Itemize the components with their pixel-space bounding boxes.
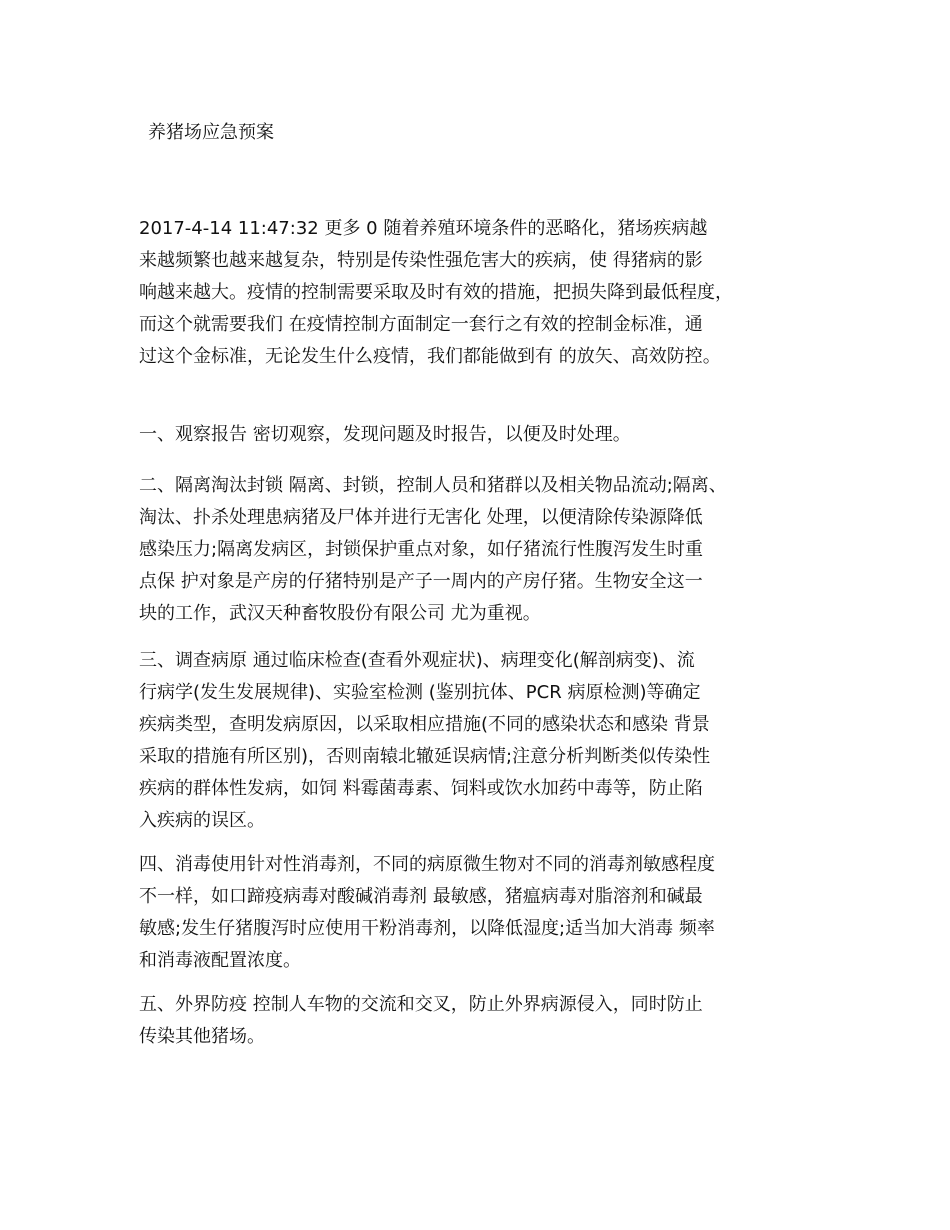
text-line: 传染其他猪场。 (139, 1026, 265, 1047)
text-line: 四、消毒使用针对性消毒剂，不同的病原微生物对不同的消毒剂敏感程度 (139, 854, 715, 875)
text-line: 淘汰、扑杀处理患病猪及尸体并进行无害化 处理，以便清除传染源降低 (139, 507, 703, 528)
text-line: 和消毒液配置浓度。 (139, 950, 301, 971)
section-external-prevention (139, 989, 829, 1053)
intro-paragraph (139, 213, 829, 373)
text-line: 感染压力;隔离发病区，封锁保护重点对象，如仔猪流行性腹泻发生时重 (139, 539, 704, 560)
text-line: 敏感;发生仔猪腹泻时应使用干粉消毒剂，以降低湿度;适当加大消毒 频率 (139, 918, 715, 939)
text-line: 不一样，如口蹄疫病毒对酸碱消毒剂 最敏感，猪瘟病毒对脂溶剂和碱最 (139, 886, 703, 907)
section-isolation-lockdown (139, 470, 829, 630)
text-line: 行病学(发生发展规律)、实验室检测 (鉴别抗体、PCR 病原检测)等确定 (139, 682, 701, 703)
section-investigate-pathogen (139, 645, 829, 837)
text-line: 响越来越大。疫情的控制需要采取及时有效的措施，把损失降到最低程度， (139, 282, 733, 303)
text-line: 疾病的群体性发病，如饲 料霉菌毒素、饲料或饮水加药中毒等，防止陷 (139, 778, 703, 799)
text-line: 二、隔离淘汰封锁 隔离、封锁，控制人员和猪群以及相关物品流动;隔离、 (139, 475, 727, 496)
text-line: 块的工作，武汉天种畜牧股份有限公司 尤为重视。 (139, 603, 541, 624)
section-disinfection (139, 849, 829, 977)
section-observe-report (139, 419, 829, 451)
text-line: 入疾病的误区。 (139, 810, 265, 831)
text-line: 来越频繁也越来越复杂，特别是传染性强危害大的疾病，使 得猪病的影 (139, 250, 703, 271)
text-line: 一、观察报告 密切观察，发现问题及时报告，以便及时处理。 (139, 424, 631, 445)
text-line: 三、调查病原 通过临床检查(查看外观症状)、病理变化(解剖病变)、流 (139, 650, 695, 671)
text-line: 疾病类型，查明发病原因，以采取相应措施(不同的感染状态和感染 背景 (139, 714, 710, 735)
text-line: 过这个金标准，无论发生什么疫情，我们都能做到有 的放矢、高效防控。 (139, 346, 721, 367)
text-line: 采取的措施有所区别)，否则南辕北辙延误病情;注意分析判断类似传染性 (139, 746, 711, 767)
text-line: 点保 护对象是产房的仔猪特别是产子一周内的产房仔猪。生物安全这一 (139, 571, 703, 592)
text-line: 五、外界防疫 控制人车物的交流和交叉，防止外界病源侵入，同时防止 (139, 994, 703, 1015)
text-line: 而这个就需要我们 在疫情控制方面制定一套行之有效的控制金标准，通 (139, 314, 703, 335)
text-line: 2017-4-14 11:47:32 更多 0 随着养殖环境条件的恶略化，猪场疾病越 (139, 218, 708, 239)
document-title: 养猪场应急预案 (148, 122, 274, 143)
